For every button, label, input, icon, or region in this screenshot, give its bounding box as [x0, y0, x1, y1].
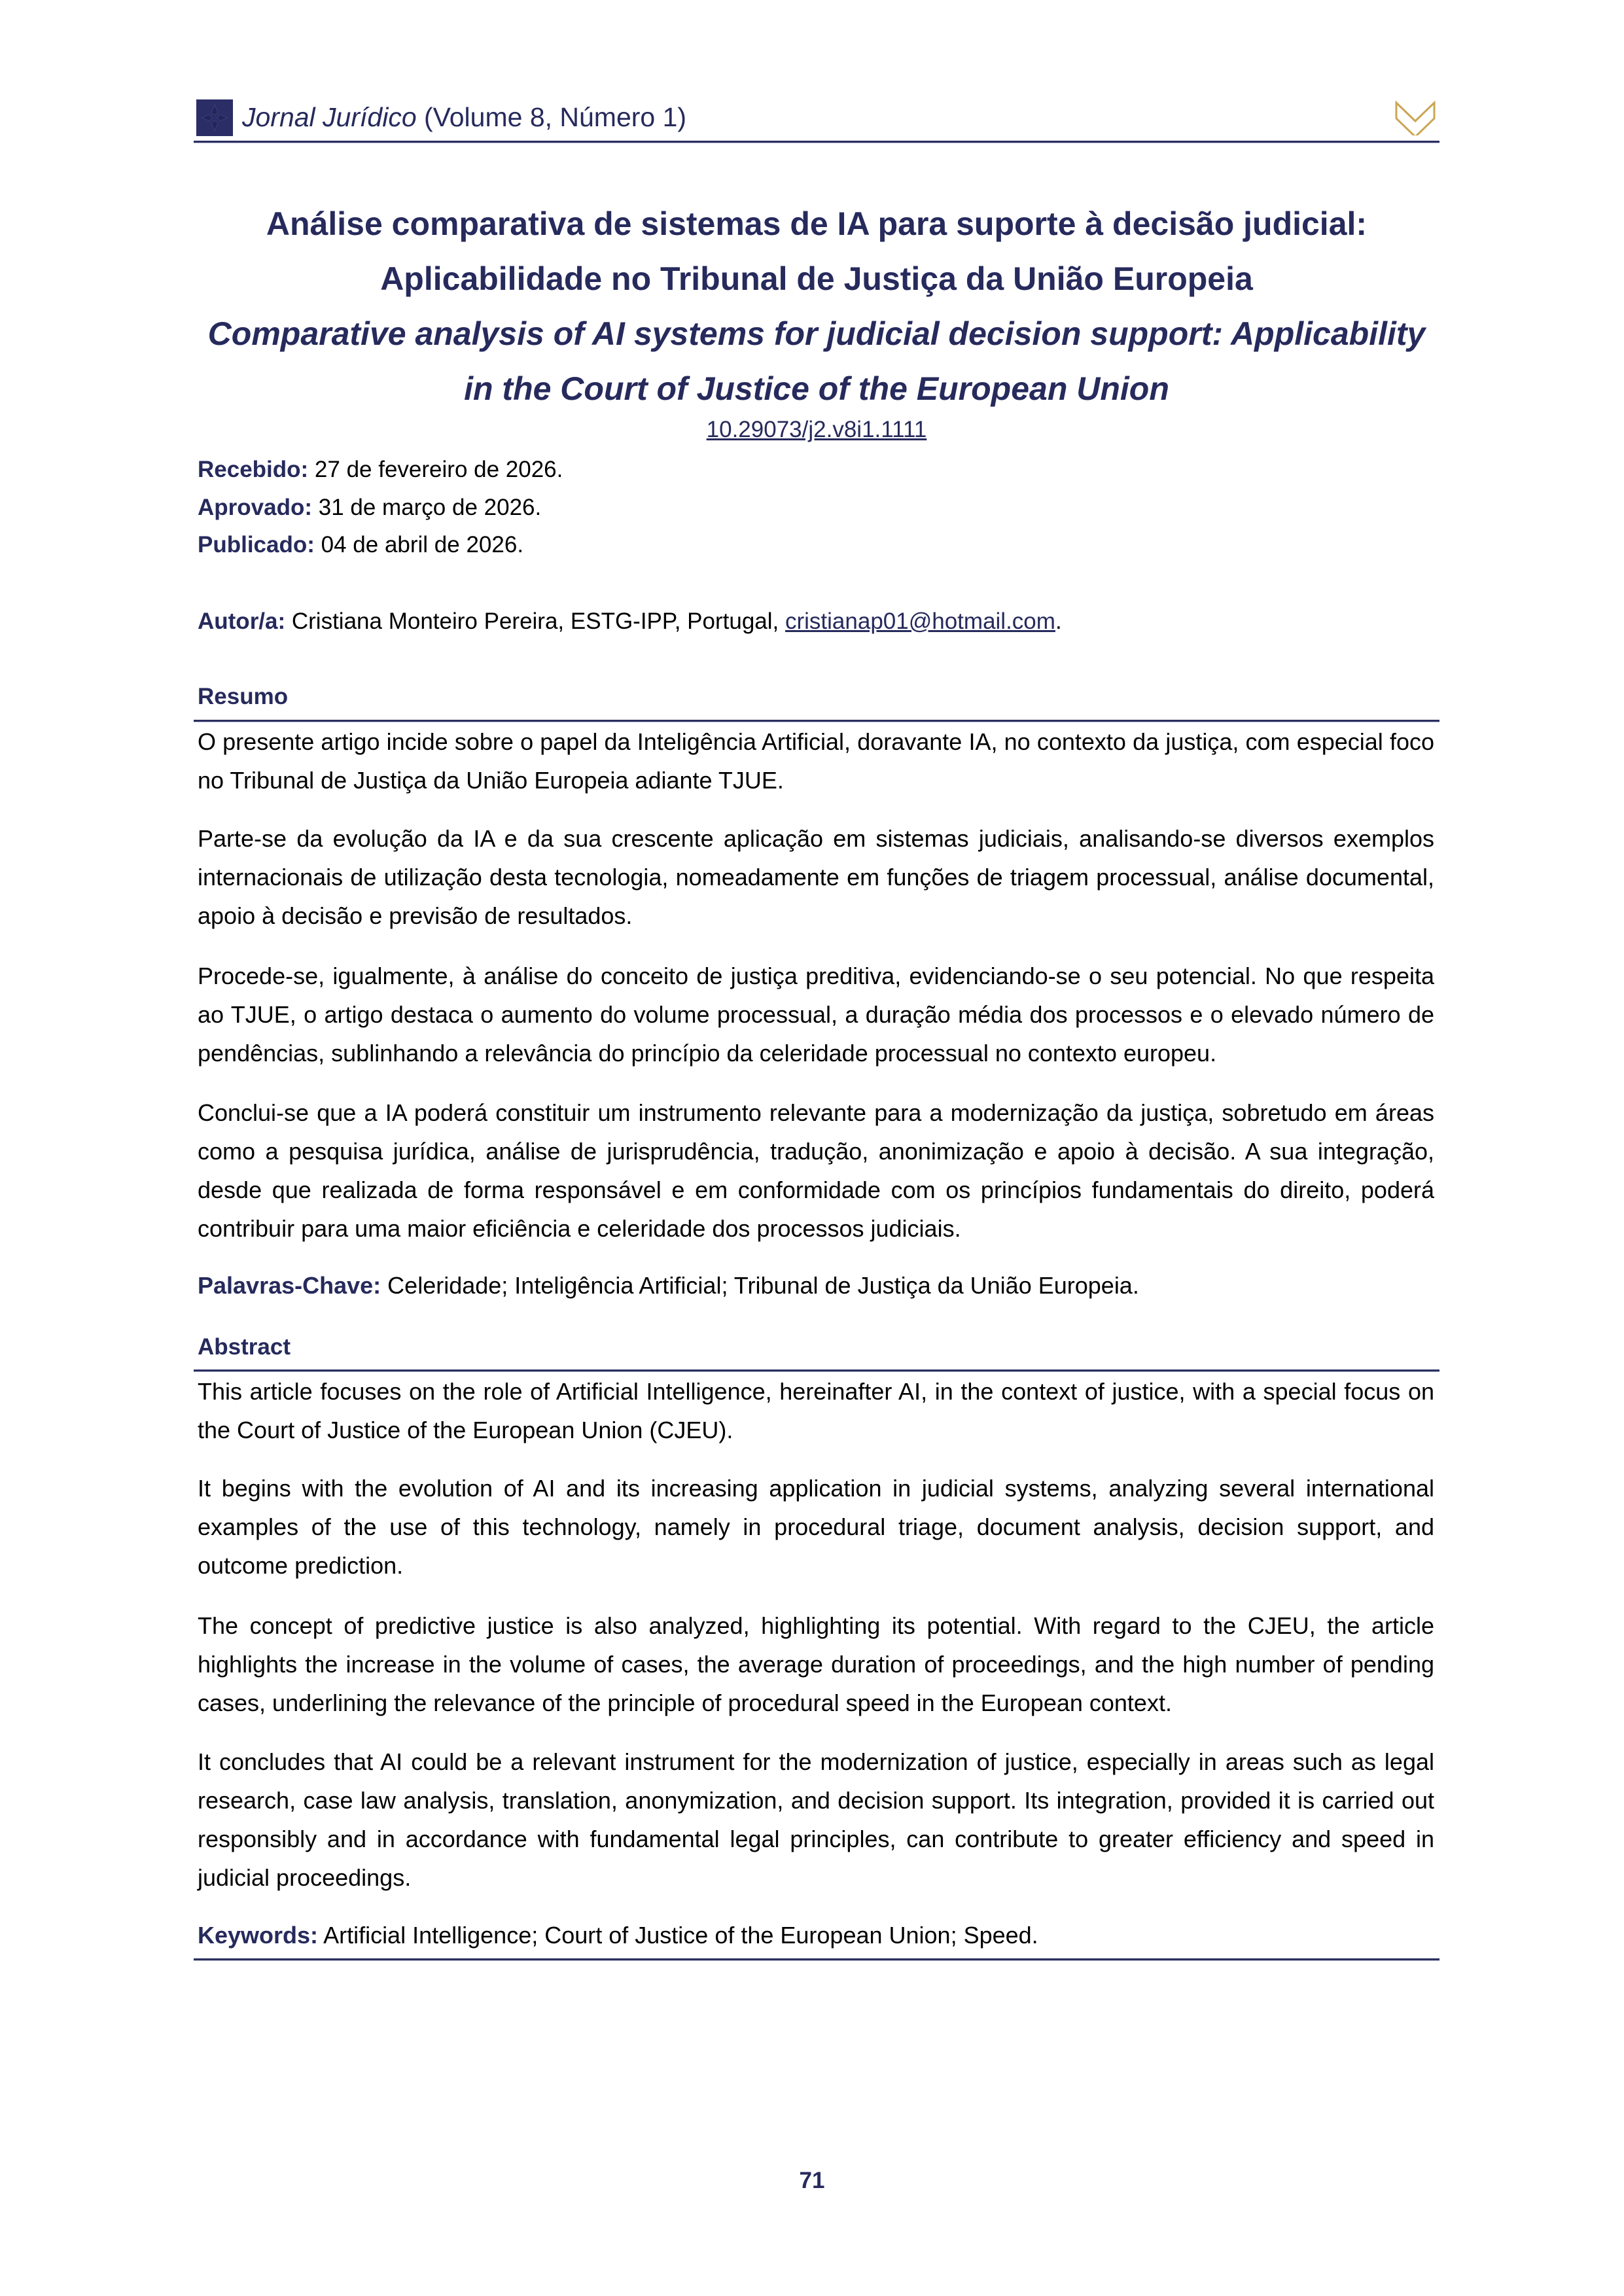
keywords: [198, 1919, 1038, 1952]
journal-name: Jornal Jurídico: [242, 102, 417, 132]
received-value: 27 de fevereiro de 2026.: [308, 457, 563, 482]
resumo-paragraph: Procede-se, igualmente, à análise do conceito de justiça preditiva, evidenciando-se o seu potencial. No que respeita ao TJUE, o artigo destaca o aumento do volume processual, a duração média dos processos e o elevado número de pendências, sublinhando a relevância do princípio da celeridade processual no contexto europeu.: [198, 963, 1434, 1067]
title-pt-line-2: Aplicabilidade no Tribunal de Justiça da União Europeia: [380, 260, 1253, 297]
journal-issue: (Volume 8, Número 1): [416, 102, 687, 132]
author-affiliation: Cristiana Monteiro Pereira, ESTG-IPP, Portugal,: [285, 609, 785, 634]
abstract-paragraph: It begins with the evolution of AI and its increasing application in judicial systems, analyzing several international examples of the use of this technology, namely in procedural triage, document analysis, decision support, and outcome prediction.: [198, 1475, 1434, 1579]
approved-value: 31 de março de 2026.: [312, 495, 542, 520]
author-trailing: .: [1055, 609, 1062, 634]
abstract-end-rule: [194, 1958, 1439, 1961]
header-rule: [194, 141, 1439, 143]
keywords-value: Artificial Intelligence; Court of Justice of the European Union; Speed.: [318, 1922, 1038, 1949]
article-title: [194, 196, 1439, 416]
title-pt-line-1: Análise comparativa de sistemas de IA para suporte à decisão judicial:: [266, 205, 1368, 242]
abstract-paragraph: This article focuses on the role of Artificial Intelligence, hereinafter AI, in the context of justice, with a special focus on the Court of Justice of the European Union (CJEU).: [198, 1378, 1434, 1443]
journal-emblem-icon: [196, 99, 233, 136]
received-label: Recebido:: [198, 457, 309, 482]
doi-link[interactable]: 10.29073/j2.v8i1.1111: [706, 417, 927, 442]
author-label: Autor/a:: [198, 609, 286, 634]
author-email-link[interactable]: cristianap01@hotmail.com: [785, 609, 1055, 634]
running-header: [194, 95, 1439, 141]
palavras-chave-label: Palavras-Chave:: [198, 1272, 381, 1299]
abstract-paragraph: It concludes that AI could be a relevant instrument for the modernization of justice, especially in areas such as legal research, case law analysis, translation, anonymization, and decision support. Its integration, provided it is carried out responsibly and in accordance with fundamental legal principles, can contribute to greater efficiency and speed in judicial proceedings.: [198, 1748, 1434, 1891]
approved-label: Aprovado:: [198, 495, 312, 520]
resumo-heading: Resumo: [198, 684, 289, 709]
abstract-paragraph: The concept of predictive justice is also analyzed, highlighting its potential. With regard to the CJEU, the article highlights the increase in the volume of cases, the average duration of proceedings, and the high number of pending cases, underlining the relevance of the principle of procedural speed in the European context.: [198, 1612, 1434, 1716]
keywords-label: Keywords:: [198, 1922, 319, 1949]
published-date: [198, 529, 523, 561]
approved-date: [198, 491, 541, 524]
resumo-paragraph: Parte-se da evolução da IA e da sua crescente aplicação em sistemas judiciais, analisando-se diversos exemplos internacionais de utilização desta tecnologia, nomeadamente em funções de triagem processual, análise documental, apoio à decisão e previsão de resultados.: [198, 825, 1434, 929]
published-label: Publicado:: [198, 532, 315, 557]
doi: [194, 414, 1439, 446]
received-date: [198, 453, 563, 486]
gold-chevron-down-icon: [1394, 95, 1437, 135]
palavras-chave: [198, 1269, 1139, 1302]
resumo-paragraph: Conclui-se que a IA poderá constituir um instrumento relevante para a modernização da justiça, sobretudo em áreas como a pesquisa jurídica, análise de jurisprudência, tradução, anonimização e apoio à decisão. A sua integração, desde que realizada de forma responsável e em conformidade com os princípios fundamentais do direito, poderá contribuir para uma maior eficiência e celeridade dos processos judiciais.: [198, 1099, 1434, 1242]
palavras-chave-value: Celeridade; Inteligência Artificial; Tribunal de Justiça da União Europeia.: [381, 1272, 1139, 1299]
title-en-line-2: in the Court of Justice of the European Union: [464, 370, 1169, 407]
author-line: [198, 605, 1062, 638]
page-number: 71: [799, 2168, 825, 2193]
published-value: 04 de abril de 2026.: [314, 532, 524, 557]
resumo-paragraph: O presente artigo incide sobre o papel da Inteligência Artificial, doravante IA, no contexto da justiça, com especial foco no Tribunal de Justiça da União Europeia adiante TJUE.: [198, 728, 1434, 794]
abstract-heading: Abstract: [198, 1334, 291, 1360]
title-en-line-1: Comparative analysis of AI systems for judicial decision support: Applicability: [207, 315, 1426, 352]
journal-title: [242, 97, 686, 137]
